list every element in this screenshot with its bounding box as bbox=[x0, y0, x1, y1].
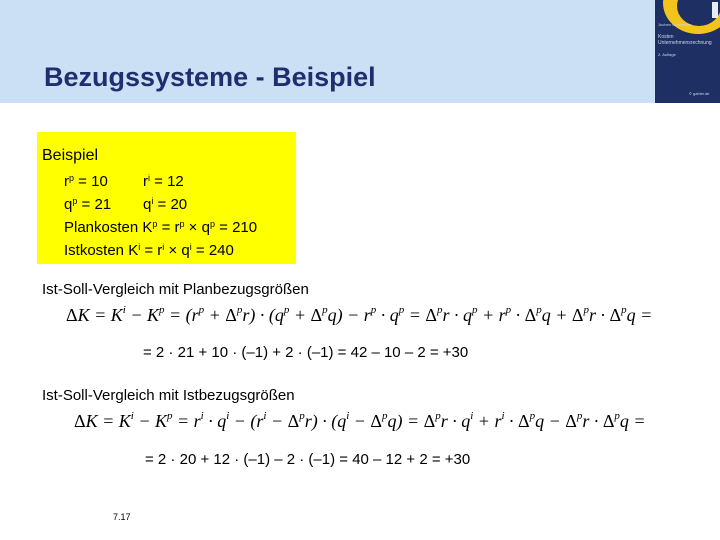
page-number: 7.17 bbox=[113, 512, 131, 522]
formula-ist: $\Delta K = K^i - K^p = r^i \cdot q^i - (r^i - \Delta^pr) \cdot (q^i - \Delta^pq) = \Delta^pr \cdot q^i + r^i \cdot \Delta^pq - \Delta^pr \cdot \Delta^pq$ = bbox=[74, 410, 646, 431]
example-heading: Beispiel bbox=[42, 147, 99, 164]
example-line-istkosten: Istkosten $K^i = r^i \times q^i = 240$ bbox=[64, 242, 234, 259]
slide-title: Bezugssysteme - Beispiel bbox=[44, 62, 376, 92]
section-ist-result: = 2 · 20 + 12 · (–1) – 2 · (–1) = 40 – 12 + 2 = +30 bbox=[145, 451, 471, 468]
book-cover-title-2: Unternehmensrechnung bbox=[658, 40, 712, 46]
example-line-q: $q^p = 21$ $q^i = 20$ bbox=[64, 196, 188, 213]
book-cover-author: Jochen Schweitzer bbox=[658, 22, 692, 27]
book-cover-strip bbox=[712, 2, 718, 18]
section-plan-result: = 2 · 21 + 10 · (–1) + 2 · (–1) = 42 – 10 – 2 = +30 bbox=[143, 344, 469, 361]
example-line-r: $r^p = 10$ $r^i = 12$ bbox=[64, 173, 184, 190]
formula-plan: $\Delta K = K^i - K^p = (r^p + \Delta^pr) \cdot (q^p + \Delta^pq) - r^p \cdot q^p = \Delta^pr \cdot q^p + r^p \cdot \Delta^pq + \Delta^pr \cdot \Delta^pq$ = bbox=[66, 304, 653, 325]
section-plan-heading: Ist-Soll-Vergleich mit Planbezugsgrößen bbox=[42, 281, 309, 298]
section-ist-heading: Ist-Soll-Vergleich mit Istbezugsgrößen bbox=[42, 387, 295, 404]
book-cover-publisher: © gabler.de bbox=[689, 91, 710, 96]
book-cover-image bbox=[655, 0, 720, 103]
book-cover-title-1: Kosten bbox=[658, 34, 674, 40]
book-cover-edition: 2. Auflage bbox=[658, 52, 676, 57]
example-line-plankosten: Plankosten $K^p = r^p \times q^p = 210$ bbox=[64, 219, 258, 236]
